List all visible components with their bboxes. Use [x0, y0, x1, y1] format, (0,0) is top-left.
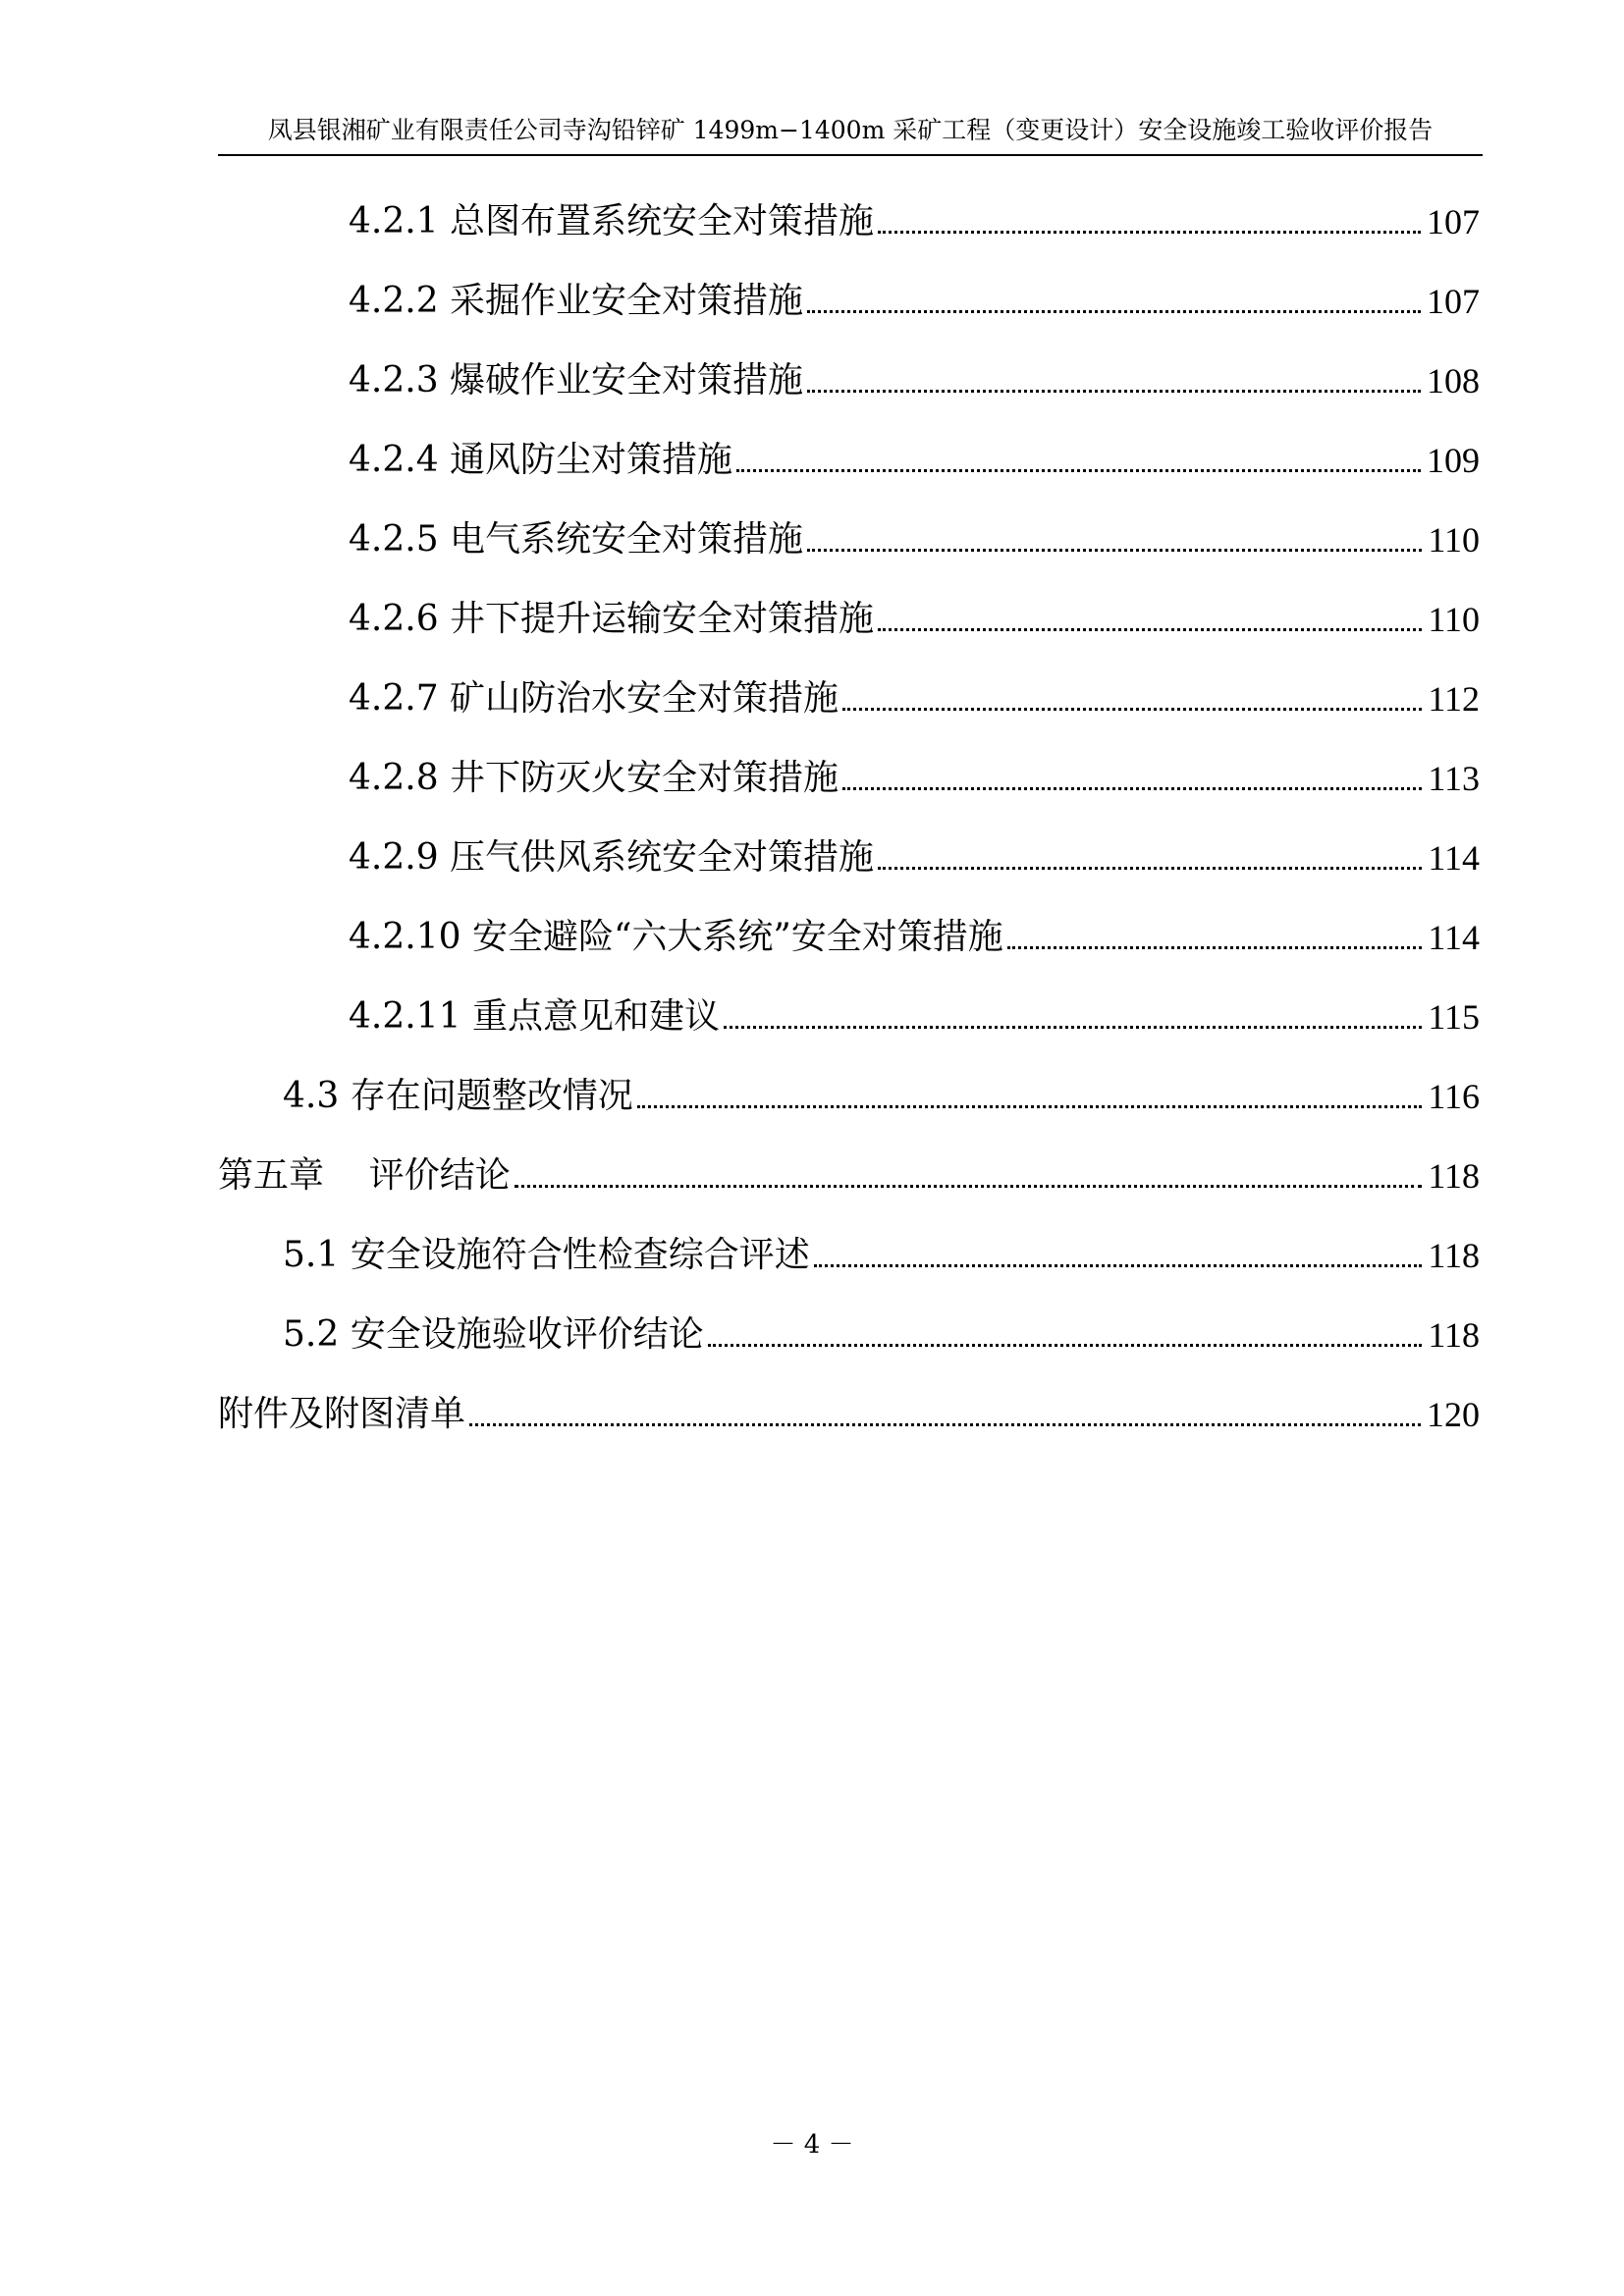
toc-dot-leader [807, 390, 1421, 393]
toc-page-number: 114 [1428, 918, 1480, 957]
toc-entry-5-1[interactable] [283, 1218, 1480, 1277]
toc-dot-leader [807, 310, 1421, 313]
toc-entry-label: 4.2.8 井下防灭火安全对策措施 [349, 758, 839, 798]
toc-dot-leader [736, 469, 1421, 472]
toc-entry-label: 4.2.2 采掘作业安全对策措施 [349, 281, 804, 321]
toc-page-number: 118 [1428, 1156, 1480, 1196]
toc-page-number: 107 [1427, 202, 1480, 241]
toc-entry-4-2-1[interactable] [349, 185, 1480, 243]
toc-page-number: 118 [1428, 1236, 1480, 1275]
toc-page-number: 109 [1427, 441, 1480, 480]
running-header: 凤县银湘矿业有限责任公司寺沟铅锌矿 1499m−1400m 采矿工程（变更设计）安全设施竣工验收评价报告 [267, 116, 1434, 144]
toc-entry-label: 4.2.1 总图布置系统安全对策措施 [349, 201, 875, 241]
toc-entry-4-2-4[interactable] [349, 423, 1480, 482]
toc-entry-4-2-10[interactable] [349, 900, 1480, 959]
toc-entry-label: 4.2.6 井下提升运输安全对策措施 [349, 599, 875, 639]
toc-dot-leader [842, 708, 1422, 711]
toc-entry-label: 4.2.3 爆破作业安全对策措施 [349, 360, 804, 400]
toc-page-number: 110 [1428, 600, 1480, 639]
toc-entry-chapter-5[interactable] [218, 1139, 1480, 1198]
toc-entry-label: 4.2.7 矿山防治水安全对策措施 [349, 678, 839, 719]
toc-entry-5-2[interactable] [283, 1298, 1480, 1357]
toc-entry-4-2-2[interactable] [349, 264, 1480, 323]
toc-entry-4-2-8[interactable] [349, 741, 1480, 800]
toc-page-number: 110 [1428, 520, 1480, 560]
toc-dot-leader [807, 549, 1422, 552]
toc-entry-4-2-11[interactable] [349, 980, 1480, 1039]
toc-entry-label: 附件及附图清单 [218, 1394, 466, 1434]
toc-entry-label: 4.2.9 压气供风系统安全对策措施 [349, 837, 875, 878]
page-number: － 4 － [770, 2130, 854, 2160]
toc-entry-4-3[interactable] [283, 1059, 1480, 1118]
toc-entry-label: 4.2.5 电气系统安全对策措施 [349, 519, 804, 560]
toc-entry-appendix[interactable] [218, 1377, 1480, 1436]
toc-entry-4-2-6[interactable] [349, 582, 1480, 641]
toc-entry-label: 第五章 评价结论 [218, 1155, 511, 1196]
toc-dot-leader [878, 628, 1422, 631]
toc-page-number: 116 [1428, 1077, 1480, 1116]
toc-dot-leader [724, 1026, 1422, 1029]
toc-dot-leader [842, 787, 1422, 790]
toc-entry-label: 5.2 安全设施验收评价结论 [283, 1314, 704, 1355]
toc-page-number: 112 [1428, 679, 1480, 719]
toc-entry-label: 4.3 存在问题整改情况 [283, 1076, 633, 1116]
toc-dot-leader [814, 1264, 1423, 1267]
toc-page-number: 120 [1427, 1395, 1480, 1434]
toc-dot-leader [514, 1185, 1423, 1188]
toc-dot-leader [878, 231, 1421, 234]
toc-entry-label: 4.2.4 通风防尘对策措施 [349, 440, 733, 480]
toc-page-number: 115 [1428, 997, 1480, 1037]
toc-entry-label: 5.1 安全设施符合性检查综合评述 [283, 1235, 810, 1275]
toc-dot-leader [469, 1423, 1421, 1426]
toc-entry-4-2-9[interactable] [349, 821, 1480, 880]
toc-entry-label: 4.2.10 安全避险“六大系统”安全对策措施 [349, 917, 1003, 957]
toc-page-number: 118 [1428, 1315, 1480, 1355]
toc-page-number: 107 [1427, 282, 1480, 321]
toc-page-number: 114 [1428, 838, 1480, 878]
toc-page-number: 113 [1428, 759, 1480, 798]
toc-entry-label: 4.2.11 重点意见和建议 [349, 996, 720, 1037]
toc-entry-4-2-7[interactable] [349, 662, 1480, 721]
toc-dot-leader [878, 867, 1422, 870]
toc-entry-4-2-3[interactable] [349, 344, 1480, 402]
toc-entry-4-2-5[interactable] [349, 503, 1480, 561]
toc-dot-leader [637, 1105, 1423, 1108]
toc-page-number: 108 [1427, 361, 1480, 400]
toc-dot-leader [708, 1344, 1423, 1347]
toc-dot-leader [1007, 946, 1423, 949]
